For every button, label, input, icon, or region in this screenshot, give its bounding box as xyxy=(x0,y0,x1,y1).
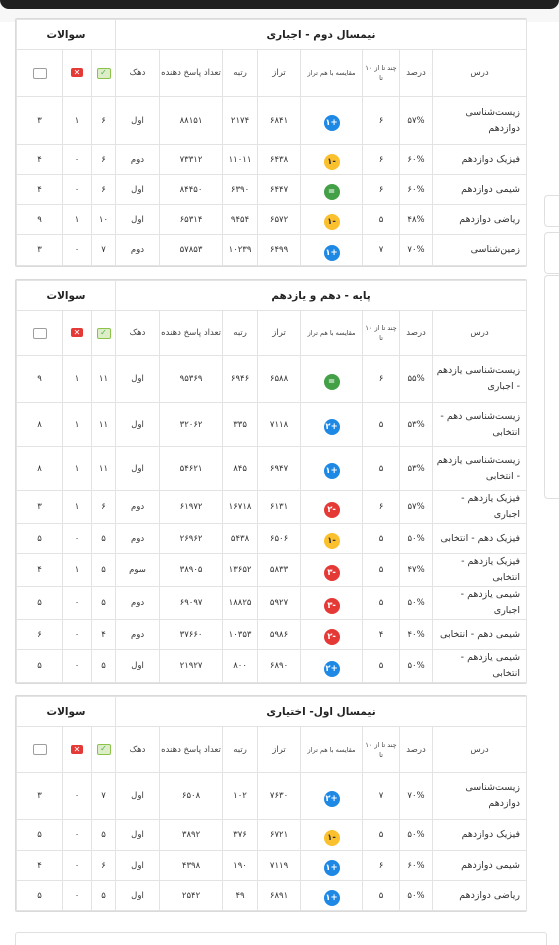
percent-value: ۵۵% xyxy=(400,356,433,403)
percent-value: ۷۰% xyxy=(400,773,433,820)
percent-value: ۵۰% xyxy=(400,524,433,554)
comparison-cell xyxy=(301,205,363,235)
respondents-value: ۳۲۰۶۲ xyxy=(160,403,223,447)
lesson-name: زیست‌شناسی دوازدهم xyxy=(433,773,527,820)
percent-value: ۵۰% xyxy=(400,587,433,620)
comparison-badge: +۱ xyxy=(324,890,340,906)
level-value: ۶۴۹۹ xyxy=(258,235,301,266)
table-row xyxy=(17,235,527,266)
blank-count: ۳ xyxy=(17,97,63,145)
decile-value: اول xyxy=(116,403,160,447)
correct-count: ۵ xyxy=(92,820,116,851)
comparison-badge: -۱ xyxy=(324,214,340,230)
wrong-count: ۰ xyxy=(63,851,92,881)
questions-header: سوالات xyxy=(17,20,116,50)
table-row xyxy=(17,175,527,205)
respondents-value: ۶۱۹۷۲ xyxy=(160,491,223,524)
level-value: ۶۸۴۱ xyxy=(258,97,301,145)
respondents-value: ۸۸۱۵۱ xyxy=(160,97,223,145)
rank-value: ۱۶۷۱۸ xyxy=(223,491,258,524)
column-header-rank: رتبه xyxy=(223,50,258,97)
rank10-value: ۵ xyxy=(363,650,400,683)
respondents-value: ۴۳۹۸ xyxy=(160,851,223,881)
table-row xyxy=(17,820,527,851)
blank-count: ۹ xyxy=(17,205,63,235)
column-header-row xyxy=(17,727,527,773)
section-header-row xyxy=(17,281,527,311)
comparison-badge: -۱ xyxy=(324,830,340,846)
check-icon: ✓ xyxy=(97,744,111,755)
blank-count: ۳ xyxy=(17,491,63,524)
level-value: ۶۱۳۱ xyxy=(258,491,301,524)
comparison-cell xyxy=(301,554,363,587)
wrong-count: ۱ xyxy=(63,205,92,235)
rank-value: ۱۰۲ xyxy=(223,773,258,820)
blank-count: ۴ xyxy=(17,175,63,205)
column-header-lesson: درس xyxy=(433,311,527,356)
level-value: ۶۴۴۷ xyxy=(258,175,301,205)
rank-value: ۱۸۸۲۵ xyxy=(223,587,258,620)
respondents-value: ۶۹۰۹۷ xyxy=(160,587,223,620)
lesson-name: شیمی دوازدهم xyxy=(433,851,527,881)
rank10-value: ۵ xyxy=(363,587,400,620)
x-icon: ✕ xyxy=(71,328,83,337)
lesson-name: ریاضی دوازدهم xyxy=(433,881,527,911)
rank-value: ۱۹۰ xyxy=(223,851,258,881)
column-header-rank: رتبه xyxy=(223,311,258,356)
questions-header: سوالات xyxy=(17,697,116,727)
percent-value: ۵۳% xyxy=(400,447,433,491)
level-value: ۶۵۸۸ xyxy=(258,356,301,403)
lesson-name: زمین‌شناسی xyxy=(433,235,527,266)
questions-header: سوالات xyxy=(17,281,116,311)
comparison-cell xyxy=(301,356,363,403)
rank-value: ۸۴۵ xyxy=(223,447,258,491)
column-header-decile: دهک xyxy=(116,311,160,356)
lesson-name: شیمی یازدهم - انتخابی xyxy=(433,650,527,683)
table-row xyxy=(17,205,527,235)
percent-value: ۵۰% xyxy=(400,881,433,911)
column-header-percent: درصد xyxy=(400,50,433,97)
column-header-rank: رتبه xyxy=(223,727,258,773)
rank-value: ۱۰۳۵۳ xyxy=(223,620,258,650)
blank-count: ۵ xyxy=(17,587,63,620)
comparison-badge: +۱ xyxy=(324,245,340,261)
bottom-card xyxy=(15,932,547,945)
column-header-rank-of-10: چند تا از ۱۰ تا xyxy=(363,311,400,356)
rank10-value: ۵ xyxy=(363,205,400,235)
column-header-level: تراز xyxy=(258,311,301,356)
level-value: ۵۹۸۶ xyxy=(258,620,301,650)
percent-value: ۷۰% xyxy=(400,235,433,266)
blank-icon xyxy=(33,744,47,755)
column-header-level: تراز xyxy=(258,50,301,97)
decile-value: اول xyxy=(116,851,160,881)
rank10-value: ۵ xyxy=(363,820,400,851)
column-header-decile: دهک xyxy=(116,727,160,773)
wrong-count: ۰ xyxy=(63,145,92,175)
column-header-row xyxy=(17,50,527,97)
comparison-badge: -۱ xyxy=(324,533,340,549)
level-value: ۵۹۲۷ xyxy=(258,587,301,620)
decile-value: اول xyxy=(116,447,160,491)
comparison-badge: -۱ xyxy=(324,154,340,170)
table-row xyxy=(17,554,527,587)
rank-value: ۳۷۶ xyxy=(223,820,258,851)
rank-value: ۵۴۳۸ xyxy=(223,524,258,554)
correct-count: ۶ xyxy=(92,491,116,524)
rank-value: ۴۹ xyxy=(223,881,258,911)
respondents-value: ۳۸۹۰۵ xyxy=(160,554,223,587)
table-row xyxy=(17,881,527,911)
column-header-decile: دهک xyxy=(116,50,160,97)
rank10-value: ۴ xyxy=(363,620,400,650)
blank-column-header xyxy=(17,311,63,356)
level-value: ۷۱۱۹ xyxy=(258,851,301,881)
correct-count: ۱۰ xyxy=(92,205,116,235)
rank10-value: ۶ xyxy=(363,491,400,524)
rank-value: ۱۱۰۱۱ xyxy=(223,145,258,175)
rank10-value: ۶ xyxy=(363,851,400,881)
results-table-section-3 xyxy=(15,695,527,912)
rank-value: ۲۱۷۴ xyxy=(223,97,258,145)
rank10-value: ۵ xyxy=(363,524,400,554)
lesson-name: فیزیک یازدهم - اجباری xyxy=(433,491,527,524)
column-header-level: تراز xyxy=(258,727,301,773)
respondents-value: ۷۳۳۱۲ xyxy=(160,145,223,175)
blank-count: ۸ xyxy=(17,447,63,491)
results-table xyxy=(16,696,527,911)
blank-column-header xyxy=(17,50,63,97)
check-icon: ✓ xyxy=(97,328,111,339)
comparison-badge: +۲ xyxy=(324,791,340,807)
rank10-value: ۷ xyxy=(363,773,400,820)
comparison-badge: +۱ xyxy=(324,115,340,131)
wrong-count: ۰ xyxy=(63,620,92,650)
lesson-name: شیمی دهم - انتخابی xyxy=(433,620,527,650)
rank10-value: ۵ xyxy=(363,403,400,447)
wrong-count: ۰ xyxy=(63,235,92,266)
blank-icon xyxy=(33,68,47,79)
wrong-count: ۱ xyxy=(63,97,92,145)
wrong-count: ۱ xyxy=(63,403,92,447)
correct-count: ۱۱ xyxy=(92,403,116,447)
column-header-row xyxy=(17,311,527,356)
column-header-comparison: مقایسه با هم تراز xyxy=(301,311,363,356)
rank10-value: ۶ xyxy=(363,145,400,175)
blank-count: ۳ xyxy=(17,235,63,266)
comparison-cell xyxy=(301,175,363,205)
lesson-name: فیزیک یازدهم - انتخابی xyxy=(433,554,527,587)
comparison-cell xyxy=(301,447,363,491)
percent-value: ۵۳% xyxy=(400,403,433,447)
column-header-percent: درصد xyxy=(400,311,433,356)
lesson-name: زیست‌شناسی دهم - انتخابی xyxy=(433,403,527,447)
decile-value: دوم xyxy=(116,145,160,175)
table-row xyxy=(17,620,527,650)
blank-count: ۵ xyxy=(17,881,63,911)
decile-value: اول xyxy=(116,175,160,205)
rank10-value: ۶ xyxy=(363,356,400,403)
comparison-badge: -۳ xyxy=(324,565,340,581)
comparison-badge: -۲ xyxy=(324,502,340,518)
percent-value: ۴۷% xyxy=(400,554,433,587)
wrong-column-header xyxy=(63,50,92,97)
wrong-count: ۰ xyxy=(63,650,92,683)
correct-column-header xyxy=(92,727,116,773)
rank10-value: ۵ xyxy=(363,554,400,587)
results-table-section-2 xyxy=(15,279,527,684)
comparison-badge: = xyxy=(324,374,340,390)
comparison-cell xyxy=(301,97,363,145)
wrong-count: ۰ xyxy=(63,587,92,620)
column-header-respondents: تعداد پاسخ دهنده xyxy=(160,311,223,356)
blank-icon xyxy=(33,328,47,339)
results-table-section-1 xyxy=(15,18,527,267)
correct-count: ۱۱ xyxy=(92,447,116,491)
decile-value: اول xyxy=(116,820,160,851)
respondents-value: ۹۵۳۶۹ xyxy=(160,356,223,403)
decile-value: دوم xyxy=(116,491,160,524)
wrong-count: ۱ xyxy=(63,554,92,587)
side-tab[interactable] xyxy=(544,195,559,227)
x-icon: ✕ xyxy=(71,68,83,77)
table-row xyxy=(17,403,527,447)
rank-value: ۳۳۵ xyxy=(223,403,258,447)
wrong-count: ۱ xyxy=(63,356,92,403)
rank10-value: ۵ xyxy=(363,447,400,491)
section-title: پایه - دهم و یازدهم xyxy=(116,281,527,311)
notch xyxy=(0,0,559,9)
wrong-count: ۰ xyxy=(63,773,92,820)
rank10-value: ۶ xyxy=(363,175,400,205)
level-value: ۶۸۹۰ xyxy=(258,650,301,683)
table-row xyxy=(17,773,527,820)
comparison-cell xyxy=(301,620,363,650)
blank-count: ۵ xyxy=(17,650,63,683)
lesson-name: زیست‌شناسی دوازدهم xyxy=(433,97,527,145)
rank-value: ۱۳۶۵۲ xyxy=(223,554,258,587)
percent-value: ۶۰% xyxy=(400,851,433,881)
respondents-value: ۶۵۰۸ xyxy=(160,773,223,820)
rank10-value: ۷ xyxy=(363,235,400,266)
respondents-value: ۵۴۶۲۱ xyxy=(160,447,223,491)
comparison-cell xyxy=(301,773,363,820)
decile-value: اول xyxy=(116,881,160,911)
comparison-badge: +۱ xyxy=(324,860,340,876)
correct-count: ۵ xyxy=(92,881,116,911)
level-value: ۷۶۳۰ xyxy=(258,773,301,820)
level-value: ۶۵۷۲ xyxy=(258,205,301,235)
decile-value: دوم xyxy=(116,235,160,266)
percent-value: ۴۸% xyxy=(400,205,433,235)
percent-value: ۵۰% xyxy=(400,820,433,851)
correct-count: ۵ xyxy=(92,587,116,620)
decile-value: دوم xyxy=(116,587,160,620)
blank-count: ۴ xyxy=(17,554,63,587)
rank-value: ۸۰۰ xyxy=(223,650,258,683)
blank-count: ۸ xyxy=(17,403,63,447)
correct-count: ۶ xyxy=(92,145,116,175)
column-header-rank-of-10: چند تا از ۱۰ تا xyxy=(363,727,400,773)
respondents-value: ۳۸۹۲ xyxy=(160,820,223,851)
table-row xyxy=(17,650,527,683)
rank-value: ۹۴۵۴ xyxy=(223,205,258,235)
wrong-column-header xyxy=(63,311,92,356)
column-header-percent: درصد xyxy=(400,727,433,773)
blank-count: ۵ xyxy=(17,820,63,851)
column-header-lesson: درس xyxy=(433,50,527,97)
wrong-count: ۱ xyxy=(63,447,92,491)
table-row xyxy=(17,356,527,403)
check-icon: ✓ xyxy=(97,68,111,79)
comparison-badge: +۲ xyxy=(324,661,340,677)
correct-count: ۶ xyxy=(92,97,116,145)
decile-value: دوم xyxy=(116,524,160,554)
blank-column-header xyxy=(17,727,63,773)
decile-value: اول xyxy=(116,773,160,820)
respondents-value: ۲۱۹۲۷ xyxy=(160,650,223,683)
correct-count: ۷ xyxy=(92,235,116,266)
respondents-value: ۲۶۹۶۲ xyxy=(160,524,223,554)
table-row xyxy=(17,97,527,145)
lesson-name: شیمی دوازدهم xyxy=(433,175,527,205)
correct-count: ۵ xyxy=(92,524,116,554)
correct-count: ۵ xyxy=(92,650,116,683)
decile-value: اول xyxy=(116,650,160,683)
table-row xyxy=(17,524,527,554)
comparison-cell xyxy=(301,851,363,881)
results-table xyxy=(16,280,527,683)
comparison-cell xyxy=(301,403,363,447)
comparison-badge: -۳ xyxy=(324,598,340,614)
correct-count: ۵ xyxy=(92,554,116,587)
level-value: ۶۷۲۱ xyxy=(258,820,301,851)
lesson-name: فیزیک دوازدهم xyxy=(433,145,527,175)
rank10-value: ۵ xyxy=(363,881,400,911)
lesson-name: ریاضی دوازدهم xyxy=(433,205,527,235)
comparison-badge: -۲ xyxy=(324,629,340,645)
wrong-count: ۱ xyxy=(63,491,92,524)
blank-count: ۹ xyxy=(17,356,63,403)
comparison-cell xyxy=(301,650,363,683)
comparison-badge: +۲ xyxy=(324,419,340,435)
column-header-comparison: مقایسه با هم تراز xyxy=(301,727,363,773)
blank-count: ۵ xyxy=(17,524,63,554)
level-value: ۷۱۱۸ xyxy=(258,403,301,447)
decile-value: دوم xyxy=(116,620,160,650)
percent-value: ۶۰% xyxy=(400,175,433,205)
respondents-value: ۳۷۶۶۰ xyxy=(160,620,223,650)
decile-value: اول xyxy=(116,97,160,145)
x-icon: ✕ xyxy=(71,745,83,754)
table-row xyxy=(17,851,527,881)
side-tab[interactable] xyxy=(544,232,559,274)
level-value: ۶۸۹۱ xyxy=(258,881,301,911)
respondents-value: ۲۵۴۲ xyxy=(160,881,223,911)
comparison-badge: = xyxy=(324,184,340,200)
percent-value: ۶۰% xyxy=(400,145,433,175)
comparison-cell xyxy=(301,881,363,911)
correct-column-header xyxy=(92,311,116,356)
percent-value: ۵۷% xyxy=(400,491,433,524)
section-title: نیمسال دوم - اجباری xyxy=(116,20,527,50)
blank-count: ۴ xyxy=(17,145,63,175)
correct-column-header xyxy=(92,50,116,97)
correct-count: ۶ xyxy=(92,175,116,205)
decile-value: اول xyxy=(116,356,160,403)
table-row xyxy=(17,587,527,620)
lesson-name: زیست‌شناسی یازدهم - انتخابی xyxy=(433,447,527,491)
rank-value: ۶۳۹۰ xyxy=(223,175,258,205)
table-row xyxy=(17,145,527,175)
section-header-row xyxy=(17,20,527,50)
column-header-lesson: درس xyxy=(433,727,527,773)
column-header-comparison: مقایسه با هم تراز xyxy=(301,50,363,97)
comparison-badge: +۱ xyxy=(324,463,340,479)
column-header-rank-of-10: چند تا از ۱۰ تا xyxy=(363,50,400,97)
correct-count: ۶ xyxy=(92,851,116,881)
column-header-respondents: تعداد پاسخ دهنده xyxy=(160,50,223,97)
wrong-column-header xyxy=(63,727,92,773)
level-value: ۶۵۰۶ xyxy=(258,524,301,554)
correct-count: ۴ xyxy=(92,620,116,650)
lesson-name: فیزیک دوازدهم xyxy=(433,820,527,851)
respondents-value: ۶۵۳۱۴ xyxy=(160,205,223,235)
blank-count: ۴ xyxy=(17,851,63,881)
level-value: ۶۴۳۸ xyxy=(258,145,301,175)
level-value: ۶۹۴۷ xyxy=(258,447,301,491)
lesson-name: شیمی یازدهم - اجباری xyxy=(433,587,527,620)
respondents-value: ۵۷۸۵۳ xyxy=(160,235,223,266)
wrong-count: ۰ xyxy=(63,175,92,205)
level-value: ۵۸۳۳ xyxy=(258,554,301,587)
comparison-cell xyxy=(301,145,363,175)
percent-value: ۵۰% xyxy=(400,650,433,683)
respondents-value: ۸۴۴۵۰ xyxy=(160,175,223,205)
wrong-count: ۰ xyxy=(63,524,92,554)
comparison-cell xyxy=(301,235,363,266)
lesson-name: فیزیک دهم - انتخابی xyxy=(433,524,527,554)
section-title: نیمسال اول- اختیاری xyxy=(116,697,527,727)
percent-value: ۵۷% xyxy=(400,97,433,145)
correct-count: ۱۱ xyxy=(92,356,116,403)
correct-count: ۷ xyxy=(92,773,116,820)
results-table xyxy=(16,19,527,266)
percent-value: ۴۰% xyxy=(400,620,433,650)
decile-value: اول xyxy=(116,205,160,235)
comparison-cell xyxy=(301,491,363,524)
comparison-cell xyxy=(301,587,363,620)
decile-value: سوم xyxy=(116,554,160,587)
rank-value: ۶۹۴۶ xyxy=(223,356,258,403)
lesson-name: زیست‌شناسی یازدهم - اجباری xyxy=(433,356,527,403)
comparison-cell xyxy=(301,820,363,851)
rank-value: ۱۰۲۳۹ xyxy=(223,235,258,266)
table-row xyxy=(17,447,527,491)
blank-count: ۶ xyxy=(17,620,63,650)
blank-count: ۳ xyxy=(17,773,63,820)
column-header-respondents: تعداد پاسخ دهنده xyxy=(160,727,223,773)
wrong-count: ۰ xyxy=(63,820,92,851)
comparison-cell xyxy=(301,524,363,554)
table-row xyxy=(17,491,527,524)
wrong-count: ۰ xyxy=(63,881,92,911)
side-panel[interactable] xyxy=(544,275,559,499)
section-header-row xyxy=(17,697,527,727)
rank10-value: ۶ xyxy=(363,97,400,145)
